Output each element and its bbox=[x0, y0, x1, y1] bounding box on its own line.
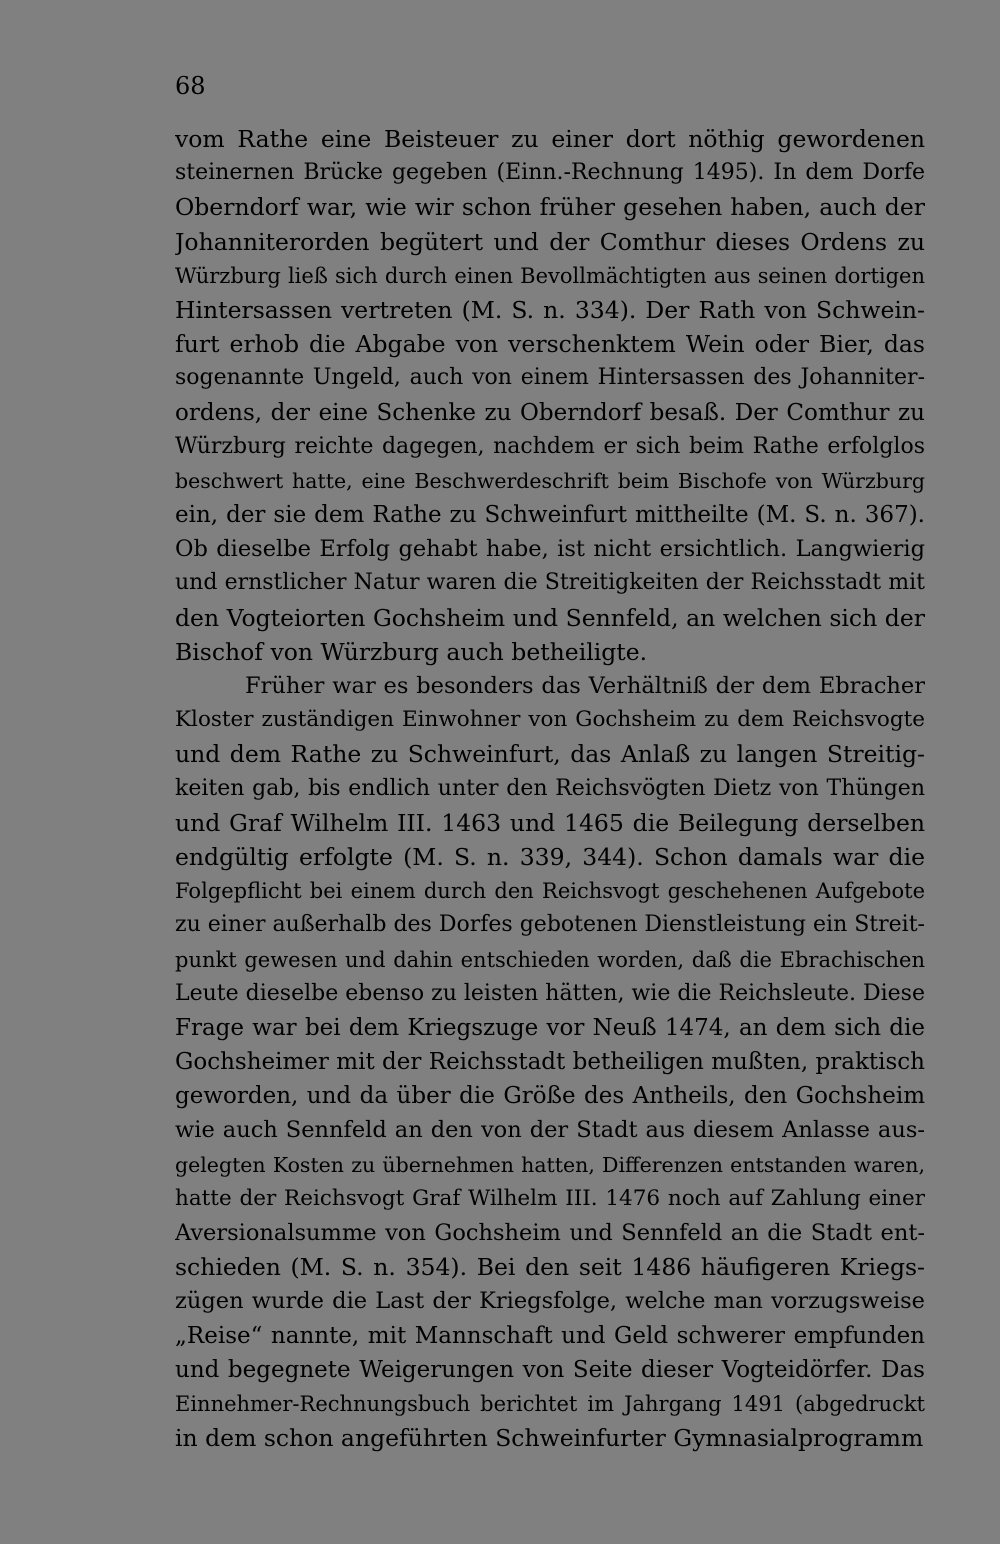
text-line: geworden, und da über die Größe des Antheils, den Gochsheim bbox=[175, 1083, 925, 1110]
text-line: Hintersassen vertreten (M. S. n. 334). Der Rath von Schwein- bbox=[175, 295, 925, 324]
text-line: und Graf Wilhelm III. 1463 und 1465 die Beilegung derselben bbox=[175, 808, 925, 837]
text-line: schieden (M. S. n. 354). Bei den seit 1486 häufigeren Kriegs- bbox=[175, 1253, 925, 1282]
text-line: Aversionalsumme von Gochsheim und Sennfeld an die Stadt ent- bbox=[175, 1220, 925, 1246]
text-line: Leute dieselbe ebenso zu leisten hätten, wie die Reichsleute. Diese bbox=[175, 980, 925, 1006]
text-line: Bischof von Würzburg auch betheiligte. bbox=[175, 637, 648, 666]
text-line: steinernen Brücke gegeben (Einn.-Rechnung 1495). In dem Dorfe bbox=[175, 160, 925, 186]
text-line: „Reise“ nannte, mit Mannschaft und Geld schwerer empfunden bbox=[175, 1322, 925, 1349]
text-line: zügen wurde die Last der Kriegsfolge, welche man vorzugsweise bbox=[175, 1288, 925, 1315]
text-line: ein, der sie dem Rathe zu Schweinfurt mittheilte (M. S. n. 367). bbox=[175, 502, 925, 529]
text-line: in dem schon angeführten Schweinfurter Gymnasialprogramm bbox=[175, 1424, 924, 1453]
text-line: vom Rathe eine Beisteuer zu einer dort nöthig gewordenen bbox=[175, 125, 925, 153]
text-line: Frage war bei dem Kriegszuge vor Neuß 1474, an dem sich die bbox=[175, 1014, 925, 1041]
text-line: endgültig erfolgte (M. S. n. 339, 344). Schon damals war die bbox=[175, 842, 925, 871]
text-line: punkt gewesen und dahin entschieden worden, daß die Ebrachischen bbox=[175, 947, 925, 972]
text-line: zu einer außerhalb des Dorfes gebotenen Dienstleistung ein Streit- bbox=[175, 912, 925, 938]
text-line: Folgepflicht bei einem durch den Reichsvogt geschehenen Aufgebote bbox=[175, 879, 925, 904]
text-line: Würzburg reichte dagegen, nachdem er sich beim Rathe erfolglos bbox=[175, 433, 925, 459]
text-line: und begegnete Weigerungen von Seite dieser Vogteidörfer. Das bbox=[175, 1356, 925, 1383]
text-line: ordens, der eine Schenke zu Oberndorf besaß. Der Comthur zu bbox=[175, 399, 925, 426]
text-line: hatte der Reichsvogt Graf Wilhelm III. 1476 noch auf Zahlung einer bbox=[175, 1185, 925, 1211]
text-line: gelegten Kosten zu übernehmen hatten, Differenzen entstanden waren, bbox=[175, 1152, 925, 1177]
text-line: und dem Rathe zu Schweinfurt, das Anlaß zu langen Streitig- bbox=[175, 740, 925, 769]
text-line: Würzburg ließ sich durch einen Bevollmächtigten aus seinen dortigen bbox=[175, 263, 925, 288]
text-line: Gochsheimer mit der Reichsstadt betheiligen mußten, praktisch bbox=[175, 1049, 925, 1076]
text-line: furt erhob die Abgabe von verschenktem Wein oder Bier, das bbox=[175, 330, 925, 359]
page-number: 68 bbox=[175, 72, 206, 100]
body-text bbox=[175, 122, 925, 1455]
text-line: Kloster zuständigen Einwohner von Gochsheim zu dem Reichsvogte bbox=[175, 707, 925, 733]
paragraph bbox=[175, 669, 925, 1455]
text-line: und ernstlicher Natur waren die Streitigkeiten der Reichsstadt mit bbox=[175, 570, 925, 596]
text-line: sogenannte Ungeld, auch von einem Hintersassen des Johanniter- bbox=[175, 365, 925, 391]
text-line: Früher war es besonders das Verhältniß der dem Ebracher bbox=[245, 673, 925, 699]
text-line: Ob dieselbe Erfolg gehabt habe, ist nicht ersichtlich. Langwierig bbox=[175, 536, 925, 563]
text-line: den Vogteiorten Gochsheim und Sennfeld, an welchen sich der bbox=[175, 603, 925, 632]
text-line: keiten gab, bis endlich unter den Reichsvögten Dietz von Thüngen bbox=[175, 775, 925, 801]
paragraph bbox=[175, 122, 925, 669]
text-line: Johanniterorden begütert und der Comthur dieses Ordens zu bbox=[175, 227, 925, 256]
text-line: wie auch Sennfeld an den von der Stadt aus diesem Anlasse aus- bbox=[175, 1117, 925, 1144]
text-line: Oberndorf war, wie wir schon früher gesehen haben, auch der bbox=[175, 193, 925, 222]
text-line: Einnehmer-Rechnungsbuch berichtet im Jahrgang 1491 (abgedruckt bbox=[175, 1391, 925, 1416]
text-line: beschwert hatte, eine Beschwerdeschrift beim Bischofe von Würzburg bbox=[175, 468, 925, 493]
